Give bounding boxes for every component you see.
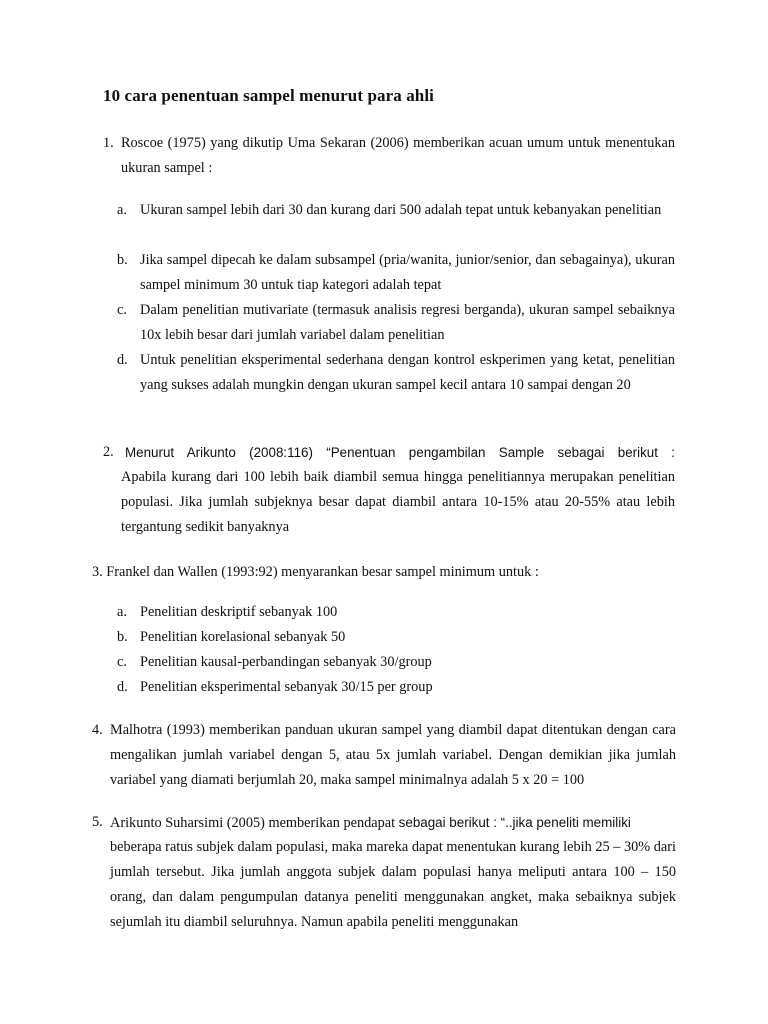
list-marker: d. bbox=[117, 679, 128, 695]
list-marker: d. bbox=[117, 352, 128, 368]
list-item: Penelitian kausal-perbandingan sebanyak 30/group bbox=[140, 654, 432, 670]
section-2-text: Apabila kurang dari 100 lebih baik diambil semua hingga penelitiannya merupakan penelitian populasi. Jika jumlah subjeknya besar dapat diambil antara 10-15% atau 20-55% atau lebih tergantung sedikit banyaknya bbox=[121, 469, 675, 535]
section-1-number: 1. bbox=[103, 135, 114, 151]
list-marker: b. bbox=[117, 252, 128, 268]
section-2-lead: Menurut Arikunto (2008:116) “Penentuan pengambilan Sample sebagai berikut : bbox=[125, 445, 675, 460]
list-marker: c. bbox=[117, 302, 127, 318]
document-title: 10 cara penentuan sampel menurut para ahli bbox=[103, 86, 434, 105]
section-2-number: 2. bbox=[103, 444, 114, 460]
list-marker: c. bbox=[117, 654, 127, 670]
list-item: Penelitian korelasional sebanyak 50 bbox=[140, 629, 346, 645]
list-marker: a. bbox=[117, 202, 127, 218]
section-5-text: beberapa ratus subjek dalam populasi, maka mareka dapat menentukan kurang lebih 25 – 30% dari jumlah tersebut. Jika jumlah anggota subjek dalam populasi hanya meliputi antara 100 – 150 orang, dan dalam pengumpulan datanya peneliti menggunakan angket, maka sebaiknya subjek sejumlah itu diambil seluruhnya. Namun apabila peneliti menggunakan bbox=[110, 839, 676, 930]
section-3-text: 3. Frankel dan Wallen (1993:92) menyarankan besar sampel minimum untuk : bbox=[92, 564, 539, 580]
section-4-text: Malhotra (1993) memberikan panduan ukuran sampel yang diambil dapat ditentukan dengan cara mengalikan jumlah variabel dengan 5, atau 5x jumlah variabel. Dengan demikian jika jumlah variabel yang diamati berjumlah 20, maka sampel minimalnya adalah 5 x 20 = 100 bbox=[110, 722, 676, 788]
section-5-lead bbox=[110, 810, 676, 836]
list-item: Penelitian eksperimental sebanyak 30/15 per group bbox=[140, 679, 433, 695]
section-1-text: Roscoe (1975) yang dikutip Uma Sekaran (2006) memberikan acuan umum untuk menentukan ukuran sampel : bbox=[121, 135, 675, 176]
section-5-lead-sans: sebagai berikut : “..jika peneliti memiliki bbox=[398, 815, 631, 830]
list-marker: a. bbox=[117, 604, 127, 620]
list-item: Ukuran sampel lebih dari 30 dan kurang dari 500 adalah tepat untuk kebanyakan penelitian bbox=[140, 202, 662, 218]
list-marker: b. bbox=[117, 629, 128, 645]
list-item: Penelitian deskriptif sebanyak 100 bbox=[140, 604, 338, 620]
list-item: Jika sampel dipecah ke dalam subsampel (pria/wanita, junior/senior, dan sebagainya), ukuran sampel minimum 30 untuk tiap kategori adalah tepat bbox=[140, 252, 675, 293]
list-item: Dalam penelitian mutivariate (termasuk analisis regresi berganda), ukuran sampel sebaiknya 10x lebih besar dari jumlah variabel dalam penelitian bbox=[140, 302, 675, 343]
section-5-lead-serif: Arikunto Suharsimi (2005) memberikan pendapat bbox=[110, 815, 396, 831]
list-item: Untuk penelitian eksperimental sederhana dengan kontrol eskperimen yang ketat, penelitian yang sukses adalah mungkin dengan ukuran sampel kecil antara 10 sampai dengan 20 bbox=[140, 352, 675, 393]
section-5-number: 5. bbox=[92, 814, 103, 830]
section-4-number: 4. bbox=[92, 722, 103, 738]
